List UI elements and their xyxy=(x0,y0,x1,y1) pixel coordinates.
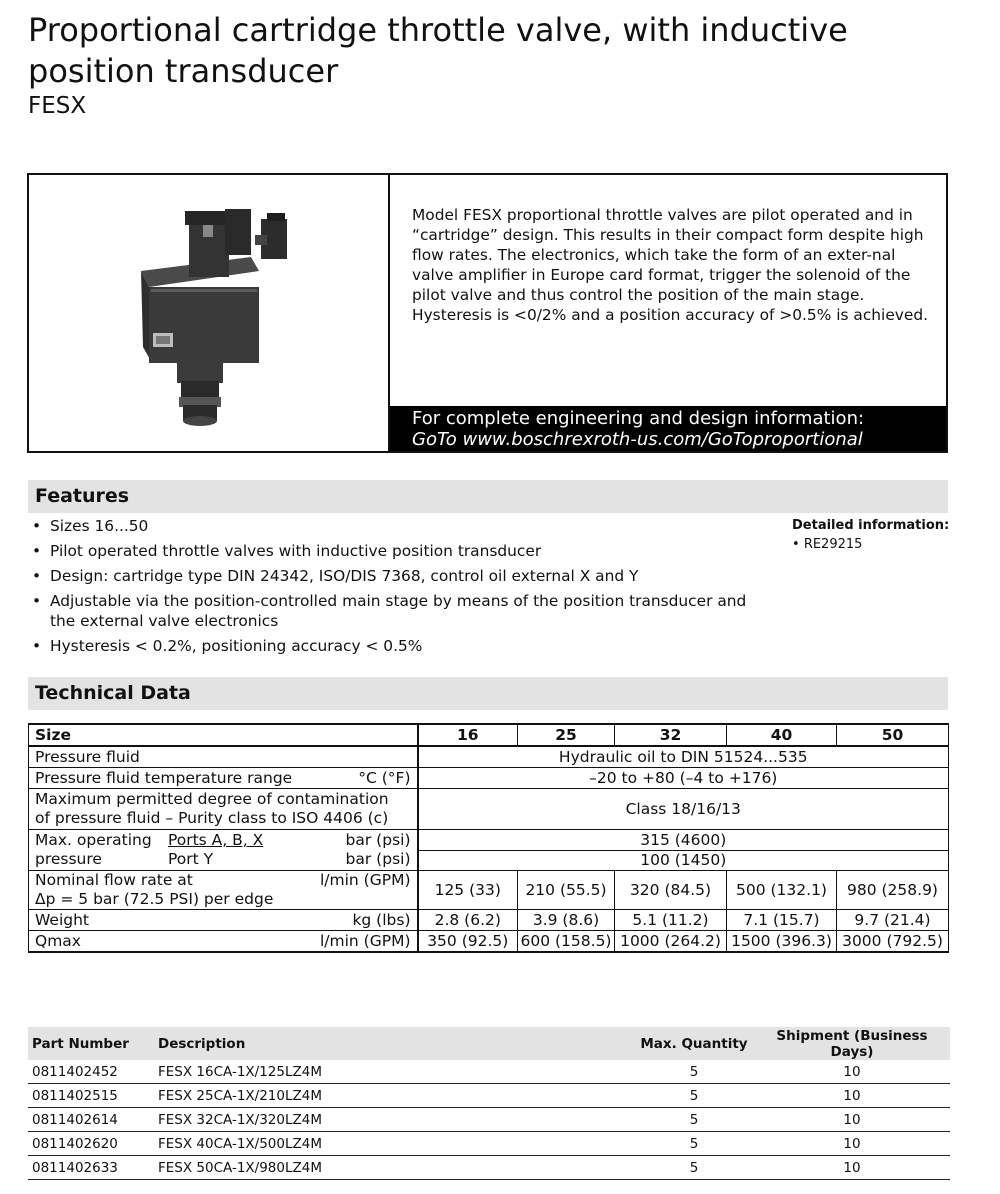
table-row xyxy=(29,768,949,789)
qmax-value: 600 (158.5) xyxy=(518,931,615,953)
parts-table xyxy=(28,1027,950,1180)
detailed-information-heading: Detailed information: xyxy=(792,518,950,533)
size-cell: 25 xyxy=(518,724,615,746)
shipment-days: 10 xyxy=(754,1108,950,1132)
part-description: FESX 25CA-1X/210LZ4M xyxy=(154,1084,634,1108)
table-row xyxy=(28,1060,950,1084)
size-cell: 16 xyxy=(418,724,518,746)
pressure-fluid-label: Pressure fluid xyxy=(29,746,418,768)
contamination-value: Class 18/16/13 xyxy=(418,789,949,830)
qmax-unit: l/min (GPM) xyxy=(319,931,411,950)
max-quantity: 5 xyxy=(634,1156,754,1180)
shipment-days: 10 xyxy=(754,1060,950,1084)
flow-value: 320 (84.5) xyxy=(615,871,727,910)
contamination-label-cell xyxy=(29,789,418,830)
size-cell: 32 xyxy=(615,724,727,746)
pressure-fluid-value: Hydraulic oil to DIN 51524...535 xyxy=(418,746,949,768)
feature-item: • Design: cartridge type DIN 24342, ISO/DIS 7368, control oil external X and Y xyxy=(32,566,752,586)
ports-abx-label: Ports A, B, X xyxy=(167,831,264,849)
product-image-cell xyxy=(29,175,390,451)
feature-item: • Sizes 16...50 xyxy=(32,516,752,536)
temperature-label: Pressure fluid temperature range xyxy=(35,768,293,787)
page-title: Proportional cartridge throttle valve, with inductive position transducer xyxy=(28,11,848,90)
technical-data-heading: Technical Data xyxy=(28,677,948,710)
valve-product-image xyxy=(29,175,388,451)
pressure-values xyxy=(418,830,949,871)
parts-header-row xyxy=(28,1027,950,1060)
size-cell: 50 xyxy=(837,724,949,746)
flow-value: 210 (55.5) xyxy=(518,871,615,910)
max-quantity: 5 xyxy=(634,1060,754,1084)
temperature-label-cell xyxy=(29,768,418,789)
pressure-unit: bar (psi) xyxy=(345,850,411,868)
table-row xyxy=(29,931,949,953)
part-description: FESX 50CA-1X/980LZ4M xyxy=(154,1156,634,1180)
qmax-label: Qmax xyxy=(35,931,81,950)
weight-value: 9.7 (21.4) xyxy=(837,910,949,931)
max-quantity: 5 xyxy=(634,1108,754,1132)
table-row xyxy=(29,724,949,746)
flow-unit: l/min (GPM) xyxy=(319,871,411,889)
part-number-header: Part Number xyxy=(28,1027,154,1060)
flow-value: 980 (258.9) xyxy=(837,871,949,910)
port-y-label: Port Y xyxy=(167,850,214,868)
table-row xyxy=(28,1132,950,1156)
part-number: 0811402620 xyxy=(28,1132,154,1156)
shipment-days: 10 xyxy=(754,1132,950,1156)
table-row xyxy=(29,910,949,931)
part-number: 0811402452 xyxy=(28,1060,154,1084)
temperature-value: –20 to +80 (–4 to +176) xyxy=(418,768,949,789)
qmax-value: 350 (92.5) xyxy=(418,931,518,953)
features-list xyxy=(32,516,752,661)
temperature-unit: °C (°F) xyxy=(358,768,411,787)
features-heading: Features xyxy=(28,480,948,513)
pressure-unit: bar (psi) xyxy=(345,831,411,849)
qmax-value: 1500 (396.3) xyxy=(727,931,837,953)
engineering-info-link[interactable]: GoTo www.boschrexroth-us.com/GoToproportional xyxy=(412,429,863,450)
max-quantity: 5 xyxy=(634,1084,754,1108)
qmax-label-cell xyxy=(29,931,418,953)
model-subtitle: FESX xyxy=(28,93,87,119)
detailed-information xyxy=(792,518,949,552)
description-header: Description xyxy=(154,1027,634,1060)
max-quantity: 5 xyxy=(634,1132,754,1156)
part-description: FESX 40CA-1X/500LZ4M xyxy=(154,1132,634,1156)
weight-value: 7.1 (15.7) xyxy=(727,910,837,931)
table-row xyxy=(29,746,949,768)
pressure-abx-value: 315 (4600) xyxy=(419,831,949,851)
weight-value: 3.9 (8.6) xyxy=(518,910,615,931)
product-description: Model FESX proportional throttle valves are pilot operated and in “cartridge” design. This results in their compact form despite high flow rates. The electronics, which take the form of an exter-nal valve amplifier in Europe card format, trigger the solenoid of the pilot valve and thus control the position of the main stage. Hysteresis is <0/2% and a position accuracy of >0.5% is achieved. xyxy=(412,206,929,324)
table-row xyxy=(28,1084,950,1108)
engineering-info-text: For complete engineering and design information: xyxy=(412,408,865,429)
part-description: FESX 16CA-1X/125LZ4M xyxy=(154,1060,634,1084)
technical-data-table xyxy=(28,723,949,953)
weight-value: 5.1 (11.2) xyxy=(615,910,727,931)
contamination-label-line1: Maximum permitted degree of contamination xyxy=(35,790,389,808)
pressure-label-line2: pressure xyxy=(35,850,102,868)
weight-label: Weight xyxy=(35,910,90,929)
table-row xyxy=(29,830,949,871)
feature-item: • Adjustable via the position-controlled main stage by means of the position transducer and the external valve electronics xyxy=(32,591,752,631)
table-row xyxy=(28,1156,950,1180)
contamination-label-line2: of pressure fluid – Purity class to ISO 4406 (c) xyxy=(35,809,389,827)
flow-label-cell xyxy=(29,871,418,910)
max-quantity-header: Max. Quantity xyxy=(634,1027,754,1060)
table-row xyxy=(29,789,949,830)
flow-value: 125 (33) xyxy=(418,871,518,910)
table-row xyxy=(28,1108,950,1132)
size-label: Size xyxy=(29,724,418,746)
weight-label-cell xyxy=(29,910,418,931)
part-number: 0811402515 xyxy=(28,1084,154,1108)
shipment-header: Shipment (Business Days) xyxy=(754,1027,950,1060)
intro-box xyxy=(27,173,948,453)
qmax-value: 3000 (792.5) xyxy=(837,931,949,953)
flow-label-line2: Δp = 5 bar (72.5 PSI) per edge xyxy=(35,890,274,908)
pressure-y-value: 100 (1450) xyxy=(640,850,727,869)
table-row xyxy=(29,871,949,910)
qmax-value: 1000 (264.2) xyxy=(615,931,727,953)
pressure-label-line1: Max. operating xyxy=(35,831,152,849)
engineering-info-banner xyxy=(390,406,946,451)
weight-value: 2.8 (6.2) xyxy=(418,910,518,931)
part-number: 0811402633 xyxy=(28,1156,154,1180)
feature-item: • Pilot operated throttle valves with inductive position transducer xyxy=(32,541,752,561)
detailed-information-item[interactable]: • RE29215 xyxy=(792,537,949,552)
flow-label-line1: Nominal flow rate at xyxy=(35,871,193,889)
flow-value: 500 (132.1) xyxy=(727,871,837,910)
part-description: FESX 32CA-1X/320LZ4M xyxy=(154,1108,634,1132)
feature-item: • Hysteresis < 0.2%, positioning accuracy < 0.5% xyxy=(32,636,752,656)
pressure-label-cell xyxy=(29,830,418,871)
weight-unit: kg (lbs) xyxy=(352,910,411,929)
part-number: 0811402614 xyxy=(28,1108,154,1132)
shipment-days: 10 xyxy=(754,1156,950,1180)
size-cell: 40 xyxy=(727,724,837,746)
shipment-days: 10 xyxy=(754,1084,950,1108)
